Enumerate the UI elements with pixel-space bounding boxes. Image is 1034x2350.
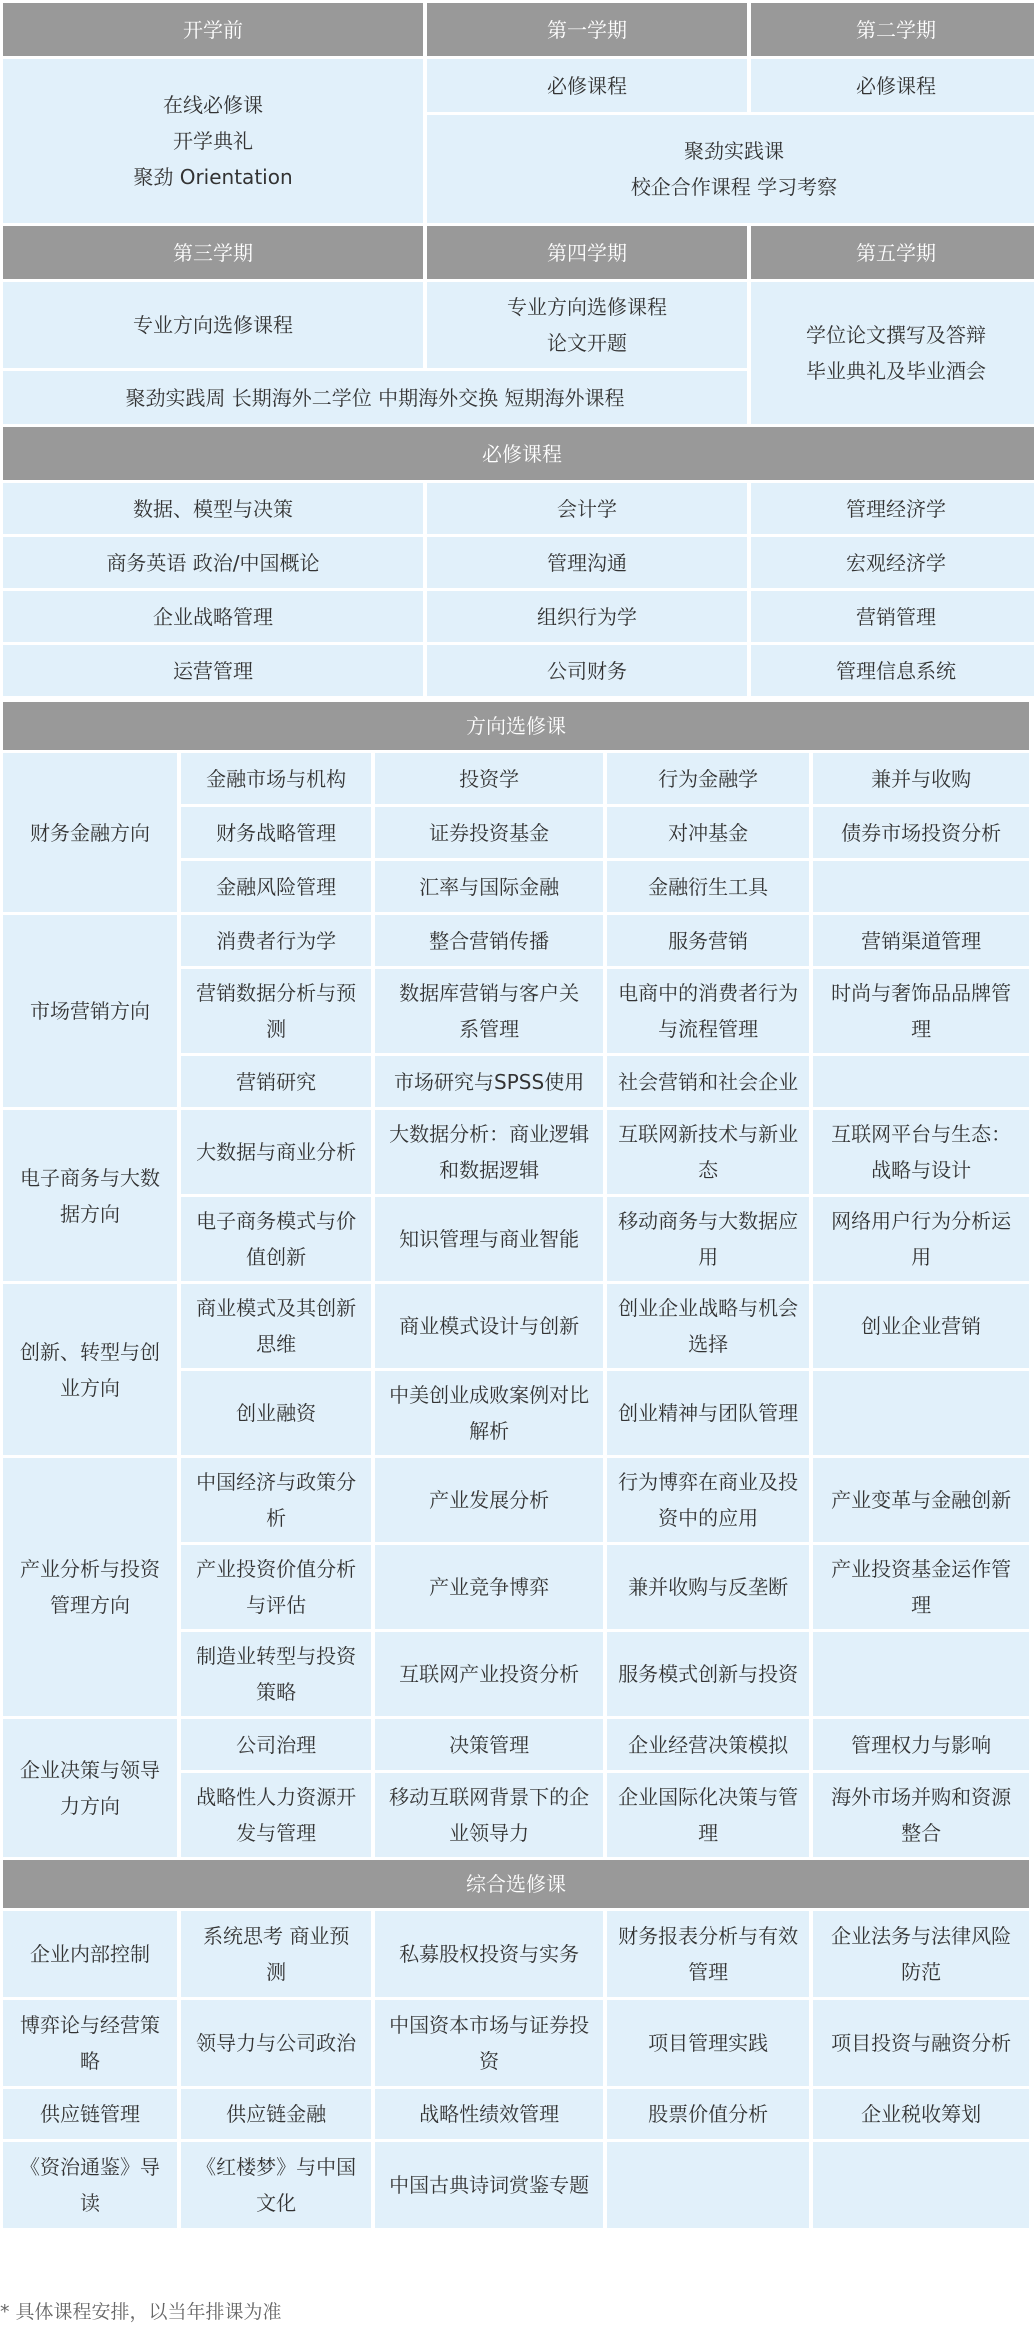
general-course-line: 企业税收筹划 xyxy=(861,2102,982,2126)
elective-course xyxy=(813,1056,1029,1107)
term-5-cell xyxy=(751,282,1034,424)
elective-course-line: 管理权力与影响 xyxy=(851,1732,992,1757)
elective-course-line: 策略 xyxy=(256,1680,297,1704)
elective-course-line: 企业国际化决策与管 xyxy=(618,1785,799,1809)
general-course xyxy=(375,2000,603,2086)
elective-course-line: 网络用户行为分析运 xyxy=(831,1209,1012,1233)
general-course-line: 私募股权投资与实务 xyxy=(399,1942,580,1966)
elective-course xyxy=(181,1632,371,1716)
elective-course xyxy=(375,1110,603,1194)
direction-name-line: 业方向 xyxy=(60,1375,121,1400)
direction-name-line: 企业决策与领导 xyxy=(20,1758,161,1782)
direction-name xyxy=(3,1284,177,1455)
elective-course-line: 用 xyxy=(911,1245,932,1269)
elective-course-line: 态 xyxy=(698,1158,719,1182)
general-course xyxy=(813,2000,1029,2086)
elective-course-line: 知识管理与商业智能 xyxy=(399,1227,580,1251)
elective-course-line: 市场研究与SPSS使用 xyxy=(394,1069,585,1094)
general-course xyxy=(375,2142,603,2228)
direction-name-line: 产业分析与投资 xyxy=(20,1557,161,1581)
elective-course xyxy=(813,1545,1029,1629)
elective-course-line: 互联网产业投资分析 xyxy=(399,1662,580,1686)
table-row xyxy=(3,537,1034,588)
elective-course xyxy=(181,1197,371,1281)
elective-course xyxy=(813,969,1029,1053)
elective-course xyxy=(375,861,603,912)
elective-course-line: 战略性人力资源开 xyxy=(196,1785,357,1809)
elective-course xyxy=(181,1371,371,1455)
elective-course-line: 系管理 xyxy=(459,1017,520,1041)
general-course xyxy=(3,1911,177,1997)
core-title: 必修课程 xyxy=(3,427,1034,480)
general-course xyxy=(3,2142,177,2228)
core-course: 管理信息系统 xyxy=(751,645,1034,696)
elective-course-line: 营销研究 xyxy=(236,1069,317,1094)
core-course: 组织行为学 xyxy=(427,591,747,642)
elective-course-line: 用 xyxy=(698,1245,719,1269)
elective-title: 方向选修课 xyxy=(3,702,1029,750)
direction-name-line: 市场营销方向 xyxy=(30,999,151,1023)
elective-course xyxy=(813,1284,1029,1368)
elective-course xyxy=(375,753,603,804)
elective-course-line: 行为金融学 xyxy=(658,766,759,791)
elective-course xyxy=(607,1110,809,1194)
general-course xyxy=(181,1911,371,1997)
elective-course-line: 债券市场投资分析 xyxy=(841,820,1002,845)
elective-course xyxy=(607,807,809,858)
general-course-line: 项目投资与融资分析 xyxy=(831,2031,1012,2055)
elective-course xyxy=(813,1197,1029,1281)
general-course-line: 读 xyxy=(80,2191,101,2215)
elective-course-line: 创业企业营销 xyxy=(861,1314,982,1338)
term-5-item: 毕业典礼及毕业酒会 xyxy=(806,359,986,383)
table-row xyxy=(3,2142,1029,2228)
term-4-elective xyxy=(427,282,747,368)
general-course-line: 财务报表分析与有效 xyxy=(618,1924,799,1948)
general-course xyxy=(607,2000,809,2086)
header-term-4: 第四学期 xyxy=(427,226,747,279)
elective-course xyxy=(375,969,603,1053)
elective-course xyxy=(607,1458,809,1542)
general-course-line: 测 xyxy=(266,1960,287,1984)
general-course-line: 资 xyxy=(479,2049,500,2073)
direction-name-line: 力方向 xyxy=(60,1794,121,1818)
elective-course-line: 创业企业战略与机会 xyxy=(618,1296,799,1320)
elective-course xyxy=(375,1773,603,1857)
footnote: * 具体课程安排，以当年排课为准 xyxy=(0,2301,282,2323)
elective-course xyxy=(607,1719,809,1770)
elective-course-line: 整合营销传播 xyxy=(429,928,550,953)
header-pre: 开学前 xyxy=(3,3,423,56)
elective-course xyxy=(607,861,809,912)
elective-course-line: 发与管理 xyxy=(236,1821,317,1845)
general-course-line: 领导力与公司政治 xyxy=(196,2031,357,2055)
direction-name xyxy=(3,1458,177,1716)
elective-course xyxy=(813,861,1029,912)
general-course-line: 中国资本市场与证券投 xyxy=(389,2013,590,2037)
term-2-core: 必修课程 xyxy=(751,59,1034,112)
general-course xyxy=(181,2089,371,2139)
general-course-line: 系统思考 商业预 xyxy=(202,1924,350,1948)
elective-course xyxy=(181,1284,371,1368)
general-course xyxy=(375,2089,603,2139)
elective-course-line: 析 xyxy=(266,1506,287,1530)
general-course xyxy=(813,2142,1029,2228)
general-course-line: 中国古典诗词赏鉴专题 xyxy=(389,2173,590,2197)
elective-course-line: 理 xyxy=(911,1593,932,1617)
table-row xyxy=(3,753,1029,804)
general-course xyxy=(813,2089,1029,2139)
table-row xyxy=(3,645,1034,696)
general-course-line: 供应链金融 xyxy=(226,2102,327,2126)
elective-course xyxy=(813,915,1029,966)
general-course xyxy=(3,2000,177,2086)
elective-course xyxy=(181,1719,371,1770)
table-row xyxy=(3,2000,1029,2086)
elective-course xyxy=(607,1284,809,1368)
elective-course xyxy=(181,1110,371,1194)
table-row xyxy=(3,1284,1029,1368)
elective-groups xyxy=(3,753,1029,1857)
term-5-item: 学位论文撰写及答辩 xyxy=(806,323,986,347)
elective-course xyxy=(813,807,1029,858)
core-course: 营销管理 xyxy=(751,591,1034,642)
elective-course xyxy=(375,1545,603,1629)
direction-name-line: 管理方向 xyxy=(50,1593,131,1617)
elective-course-line: 服务模式创新与投资 xyxy=(618,1662,799,1686)
direction-name-line: 据方向 xyxy=(60,1201,121,1226)
elective-course-line: 值创新 xyxy=(246,1245,307,1269)
elective-course-line: 服务营销 xyxy=(668,928,749,953)
general-course xyxy=(3,2089,177,2139)
elective-course-line: 资中的应用 xyxy=(658,1506,759,1530)
elective-course xyxy=(813,1371,1029,1455)
elective-course-line: 制造业转型与投资 xyxy=(196,1644,357,1668)
general-title: 综合选修课 xyxy=(3,1860,1029,1908)
elective-course-line: 和数据逻辑 xyxy=(439,1158,540,1182)
elective-course xyxy=(181,969,371,1053)
elective-course xyxy=(181,1545,371,1629)
elective-course-line: 中美创业成败案例对比 xyxy=(389,1383,590,1407)
elective-course xyxy=(181,861,371,912)
general-course-line: 企业法务与法律风险 xyxy=(831,1924,1012,1948)
direction-name xyxy=(3,1110,177,1281)
elective-course-line: 金融衍生工具 xyxy=(648,874,769,899)
elective-course-line: 电子商务模式与价 xyxy=(196,1209,357,1233)
elective-course xyxy=(607,915,809,966)
elective-course xyxy=(607,969,809,1053)
elective-course xyxy=(375,807,603,858)
elective-course-line: 理 xyxy=(698,1821,719,1845)
elective-course-line: 决策管理 xyxy=(449,1732,530,1757)
elective-course-line: 产业发展分析 xyxy=(429,1488,550,1512)
core-course: 管理经济学 xyxy=(751,483,1034,534)
elective-course-line: 金融市场与机构 xyxy=(206,766,347,791)
practice-week-cell: 聚劲实践周 长期海外二学位 中期海外交换 短期海外课程 xyxy=(3,371,747,424)
term-4-item: 专业方向选修课程 xyxy=(507,295,667,319)
elective-course-line: 证券投资基金 xyxy=(429,820,550,845)
elective-course-line: 财务战略管理 xyxy=(216,820,337,845)
general-course-line: 防范 xyxy=(901,1960,942,1984)
elective-course xyxy=(607,753,809,804)
table-row xyxy=(3,1911,1029,1997)
general-course-line: 股票价值分析 xyxy=(648,2102,769,2126)
elective-course xyxy=(181,1056,371,1107)
elective-course-line: 企业经营决策模拟 xyxy=(628,1732,789,1757)
direction-name-line: 财务金融方向 xyxy=(30,820,151,845)
elective-course-line: 与评估 xyxy=(246,1593,307,1617)
elective-course-line: 业领导力 xyxy=(449,1821,530,1845)
elective-course xyxy=(375,1458,603,1542)
elective-course-line: 商业模式设计与创新 xyxy=(399,1314,580,1338)
general-course xyxy=(375,1911,603,1997)
term-4-item: 论文开题 xyxy=(547,331,627,355)
general-course xyxy=(813,1911,1029,1997)
general-course-line: 企业内部控制 xyxy=(30,1942,151,1966)
practice-cell xyxy=(427,115,1034,223)
elective-course-line: 移动商务与大数据应 xyxy=(618,1209,799,1233)
elective-course xyxy=(813,753,1029,804)
elective-course xyxy=(181,1458,371,1542)
elective-course-line: 电商中的消费者行为 xyxy=(618,981,799,1005)
elective-course xyxy=(181,753,371,804)
elective-course-line: 海外市场并购和资源 xyxy=(831,1785,1012,1809)
core-course: 会计学 xyxy=(427,483,747,534)
practice-item: 校企合作课程 学习考察 xyxy=(630,175,838,199)
elective-course-line: 商业模式及其创新 xyxy=(196,1296,357,1320)
elective-course-line: 解析 xyxy=(469,1419,510,1443)
elective-course-line: 消费者行为学 xyxy=(216,928,337,953)
general-course xyxy=(181,2000,371,2086)
elective-course-line: 公司治理 xyxy=(236,1732,317,1757)
elective-course xyxy=(181,807,371,858)
elective-course xyxy=(375,915,603,966)
elective-course xyxy=(813,1458,1029,1542)
elective-course-line: 中国经济与政策分 xyxy=(196,1470,357,1494)
direction-name-line: 电子商务与大数 xyxy=(20,1165,161,1190)
general-course-line: 管理 xyxy=(688,1960,729,1984)
general-course xyxy=(607,2142,809,2228)
elective-course-line: 产业变革与金融创新 xyxy=(831,1488,1012,1512)
core-course: 管理沟通 xyxy=(427,537,747,588)
elective-course-line: 汇率与国际金融 xyxy=(419,874,560,899)
table-row xyxy=(3,591,1034,642)
elective-course-line: 数据库营销与客户关 xyxy=(399,981,580,1005)
general-course-line: 《红楼梦》与中国 xyxy=(196,2155,357,2179)
elective-course-line: 战略与设计 xyxy=(871,1158,972,1182)
table-row xyxy=(3,1719,1029,1770)
elective-course xyxy=(813,1632,1029,1716)
general-course-line: 略 xyxy=(80,2049,101,2073)
elective-course xyxy=(375,1632,603,1716)
elective-course-line: 测 xyxy=(266,1017,287,1041)
elective-course-line: 思维 xyxy=(256,1332,297,1356)
elective-course-line: 大数据分析：商业逻辑 xyxy=(389,1122,590,1146)
pre-item: 在线必修课 xyxy=(163,93,263,117)
elective-course-line: 移动互联网背景下的企 xyxy=(389,1785,590,1809)
elective-course-line: 产业竞争博弈 xyxy=(429,1575,550,1599)
elective-course-line: 互联网平台与生态： xyxy=(831,1122,1012,1146)
elective-course-line: 产业投资基金运作管 xyxy=(831,1557,1012,1581)
term-1-core: 必修课程 xyxy=(427,59,747,112)
table-row xyxy=(3,2089,1029,2139)
core-course: 企业战略管理 xyxy=(3,591,423,642)
table-row xyxy=(3,483,1034,534)
elective-course-line: 创业精神与团队管理 xyxy=(618,1401,799,1425)
elective-course-line: 营销数据分析与预 xyxy=(196,981,357,1005)
elective-course-line: 选择 xyxy=(688,1332,729,1356)
general-course-line: 《资治通鉴》导 xyxy=(20,2155,161,2179)
pre-item: 聚劲 Orientation xyxy=(133,165,293,189)
elective-course-line: 社会营销和社会企业 xyxy=(618,1069,799,1094)
elective-course-line: 对冲基金 xyxy=(668,820,749,845)
general-course xyxy=(607,2089,809,2139)
direction-name xyxy=(3,753,177,912)
table-row xyxy=(3,915,1029,966)
elective-course xyxy=(375,1719,603,1770)
elective-course-line: 互联网新技术与新业 xyxy=(618,1122,799,1146)
core-course: 运营管理 xyxy=(3,645,423,696)
elective-course-line: 整合 xyxy=(901,1821,942,1845)
elective-course-line: 大数据与商业分析 xyxy=(196,1140,357,1164)
schedule-table xyxy=(0,0,1034,699)
elective-course xyxy=(813,1110,1029,1194)
direction-name xyxy=(3,1719,177,1857)
general-course-line: 供应链管理 xyxy=(40,2102,141,2126)
elective-course xyxy=(375,1197,603,1281)
core-course: 宏观经济学 xyxy=(751,537,1034,588)
elective-course xyxy=(607,1773,809,1857)
elective-course xyxy=(375,1056,603,1107)
table-row xyxy=(3,1458,1029,1542)
direction-name-line: 创新、转型与创 xyxy=(20,1339,161,1364)
general-course-line: 战略性绩效管理 xyxy=(419,2102,560,2126)
elective-course-line: 金融风险管理 xyxy=(216,874,337,899)
elective-course-line: 时尚与奢饰品品牌管 xyxy=(831,981,1012,1005)
header-term-1: 第一学期 xyxy=(427,3,747,56)
elective-course xyxy=(813,1719,1029,1770)
elective-course-line: 投资学 xyxy=(459,766,520,791)
general-courses xyxy=(3,1911,1029,2228)
term-3-elective: 专业方向选修课程 xyxy=(3,282,423,368)
elective-course xyxy=(813,1773,1029,1857)
elective-course-line: 与流程管理 xyxy=(658,1017,759,1041)
core-course: 公司财务 xyxy=(427,645,747,696)
elective-course xyxy=(607,1632,809,1716)
core-course: 数据、模型与决策 xyxy=(3,483,423,534)
elective-course-line: 营销渠道管理 xyxy=(861,928,982,953)
header-term-3: 第三学期 xyxy=(3,226,423,279)
elective-table xyxy=(0,699,1033,2231)
core-courses xyxy=(3,483,1034,696)
general-course xyxy=(607,1911,809,1997)
elective-course-line: 理 xyxy=(911,1017,932,1041)
general-course xyxy=(181,2142,371,2228)
elective-course-line: 兼并与收购 xyxy=(871,766,972,791)
elective-course xyxy=(181,915,371,966)
elective-course xyxy=(607,1371,809,1455)
elective-course xyxy=(375,1284,603,1368)
general-course-line: 博弈论与经营策 xyxy=(20,2013,161,2037)
table-row xyxy=(3,1110,1029,1194)
header-term-2: 第二学期 xyxy=(751,3,1034,56)
elective-course-line: 产业投资价值分析 xyxy=(196,1557,357,1581)
header-term-5: 第五学期 xyxy=(751,226,1034,279)
practice-item: 聚劲实践课 xyxy=(684,139,784,163)
elective-course xyxy=(607,1545,809,1629)
elective-course xyxy=(607,1197,809,1281)
direction-name xyxy=(3,915,177,1107)
elective-course xyxy=(607,1056,809,1107)
elective-course-line: 行为博弈在商业及投 xyxy=(618,1470,799,1494)
elective-course-line: 兼并收购与反垄断 xyxy=(628,1575,789,1599)
general-course-line: 项目管理实践 xyxy=(648,2031,769,2055)
elective-course-line: 创业融资 xyxy=(236,1401,317,1425)
pre-enrollment-cell xyxy=(3,59,423,223)
elective-course xyxy=(181,1773,371,1857)
core-course: 商务英语 政治/中国概论 xyxy=(3,537,423,588)
pre-item: 开学典礼 xyxy=(173,129,253,153)
elective-course xyxy=(375,1371,603,1455)
general-course-line: 文化 xyxy=(256,2191,297,2215)
